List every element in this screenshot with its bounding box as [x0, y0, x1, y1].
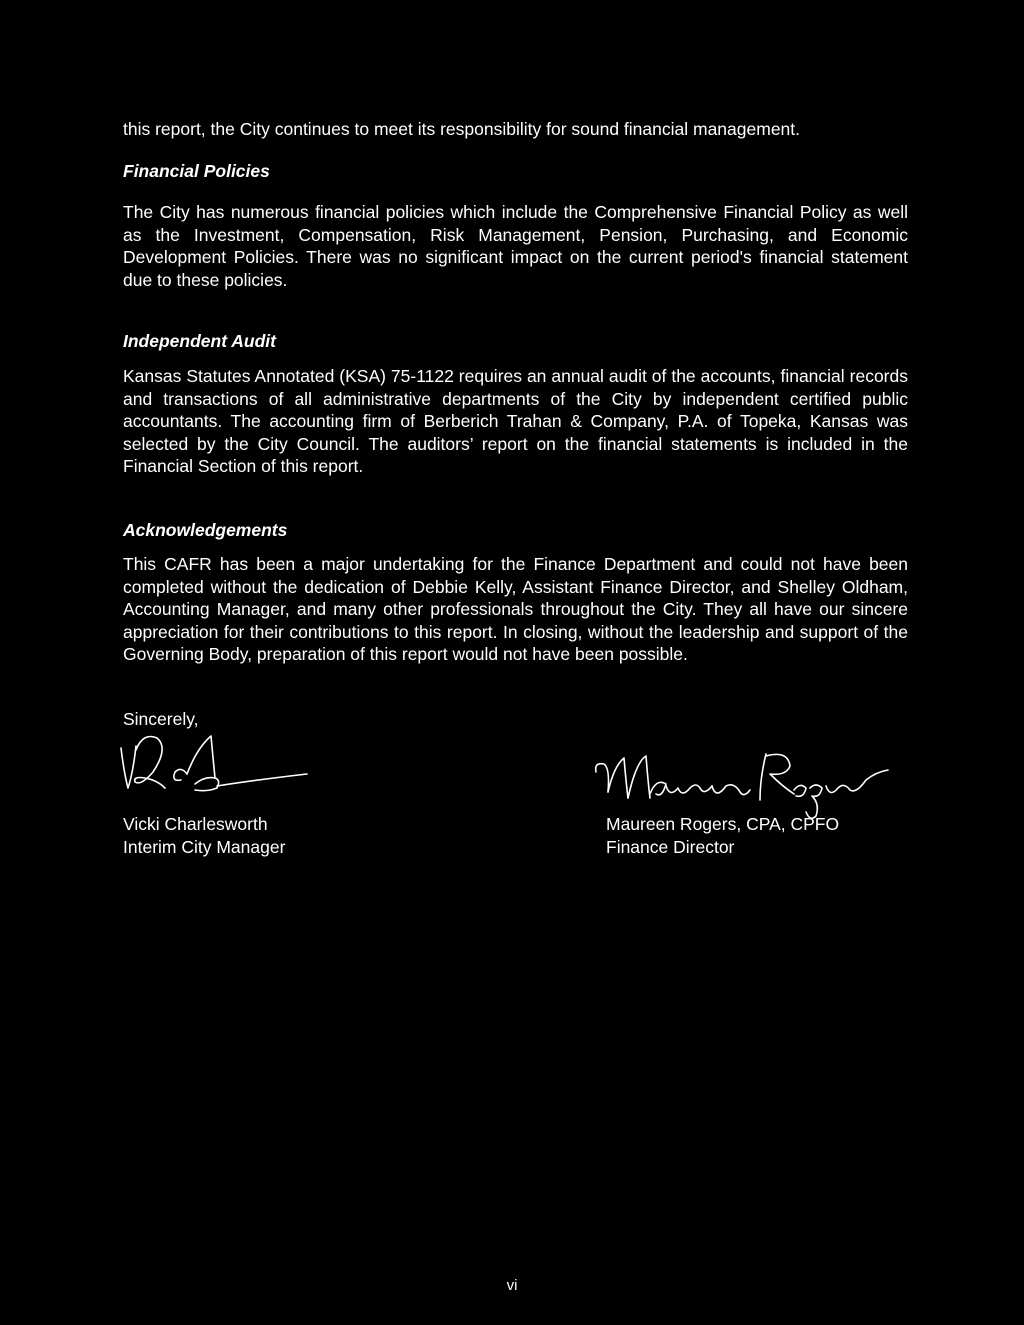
signatory-title-left: Interim City Manager: [123, 837, 286, 857]
independent-audit-paragraph: Kansas Statutes Annotated (KSA) 75-1122 requires an annual audit of the accounts, financial records and transactions of all administrative departments of the City by independent certified public accountants. The accounting firm of Berberich Trahan & Company, P.A. of Topeka, Kansas was selected by the City Council. The auditors’ report on the financial statements is included in the Financial Section of this report.: [123, 366, 908, 476]
acknowledgements-heading: Acknowledgements: [123, 520, 288, 540]
page-number: vi: [506, 1277, 518, 1294]
salutation: Sincerely,: [123, 709, 199, 729]
signatory-name-left: Vicki Charlesworth: [123, 814, 268, 834]
independent-audit-heading: Independent Audit: [123, 331, 276, 351]
acknowledgements-paragraph: This CAFR has been a major undertaking for the Finance Department and could not have been completed without the dedication of Debbie Kelly, Assistant Finance Director, and Shelley Oldham, Accounting Manager, and many other professionals throughout the City. They all have our sincere appreciation for their contributions to this report. In closing, without the leadership and support of the Governing Body, preparation of this report would not have been possible.: [123, 554, 908, 664]
financial-policies-paragraph: The City has numerous financial policies which include the Comprehensive Financial Policy as well as the Investment, Compensation, Risk Management, Pension, Purchasing, and Economic Development Policies. There was no significant impact on the current period's financial statement due to these policies.: [123, 202, 908, 290]
financial-policies-heading: Financial Policies: [123, 161, 270, 181]
signature-vicki-charlesworth: [115, 728, 315, 808]
intro-closing-line: this report, the City continues to meet its responsibility for sound financial management.: [123, 119, 801, 139]
signature-maureen-rogers: [590, 742, 900, 822]
signatory-title-right: Finance Director: [606, 837, 735, 857]
signatory-name-right: Maureen Rogers, CPA, CPFO: [606, 814, 840, 834]
